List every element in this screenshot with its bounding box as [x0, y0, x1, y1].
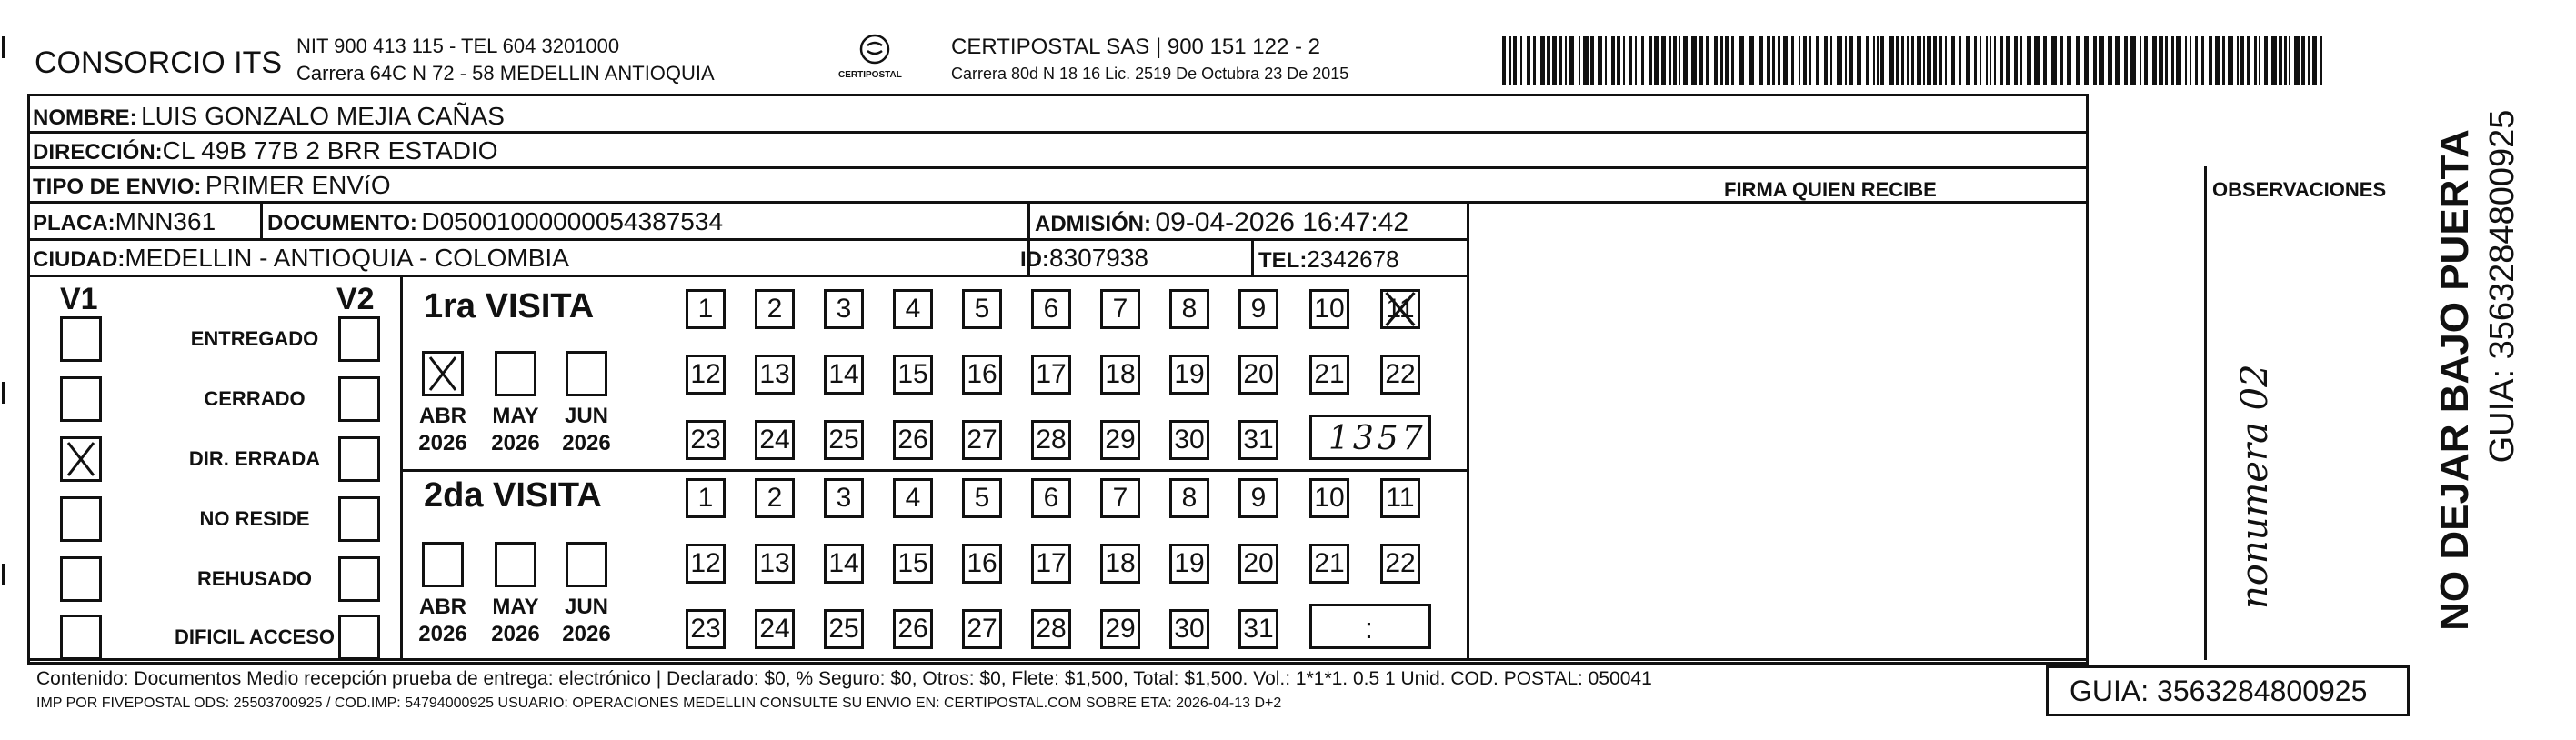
- barcode-bar: [2165, 36, 2168, 85]
- barcode-bar: [1911, 36, 1914, 85]
- barcode-bar: [1749, 36, 1754, 85]
- barcode-bar: [1605, 36, 1607, 85]
- ciudad-row: CIUDAD:MEDELLIN - ANTIOQUIA - COLOMBIA: [33, 244, 569, 272]
- day-box[interactable]: 3: [824, 289, 864, 329]
- barcode-bar: [1778, 36, 1780, 85]
- barcode-bar: [2124, 36, 2128, 85]
- day-box[interactable]: 22: [1380, 355, 1420, 395]
- day-box[interactable]: 11: [1380, 478, 1420, 518]
- day-box[interactable]: 15: [893, 544, 933, 584]
- barcode-bar: [1739, 36, 1744, 85]
- barcode-bar: [1513, 36, 1517, 85]
- barcode-bar: [2076, 36, 2080, 85]
- logo-text: CERTIPOSTAL: [838, 70, 902, 80]
- barcode-bar: [1520, 36, 1522, 85]
- barcode-bar: [1590, 36, 1594, 85]
- day-check-mark: [1380, 289, 1420, 329]
- ciudad-value: MEDELLIN - ANTIOQUIA - COLOMBIA: [125, 244, 569, 272]
- barcode-bar: [1816, 36, 1819, 85]
- year-label: 2026: [418, 622, 467, 646]
- day-box[interactable]: 10: [1309, 478, 1349, 518]
- day-box[interactable]: 7: [1100, 289, 1140, 329]
- day-box[interactable]: 1: [686, 478, 726, 518]
- v2-checkbox[interactable]: [338, 496, 380, 542]
- barcode-bar: [2190, 36, 2191, 85]
- day-box[interactable]: 3: [824, 478, 864, 518]
- barcode-bar: [1679, 36, 1680, 85]
- day-box[interactable]: 31: [1238, 609, 1278, 649]
- v2-checkbox[interactable]: [338, 615, 380, 660]
- day-box[interactable]: 21: [1309, 355, 1349, 395]
- barcode-bar: [1933, 36, 1937, 85]
- barcode-bar: [1649, 36, 1652, 85]
- barcode-bar: [1661, 36, 1666, 85]
- barcode-bar: [1980, 36, 1981, 85]
- barcode-bar: [1540, 36, 1545, 85]
- barcode-bar: [1699, 36, 1703, 85]
- month-label: JUN: [564, 595, 608, 619]
- month-checkbox[interactable]: [566, 351, 607, 396]
- barcode-bar: [2247, 36, 2250, 85]
- day-box[interactable]: 8: [1169, 289, 1209, 329]
- status-label: ENTREGADO: [190, 327, 319, 350]
- barcode-bar: [1951, 36, 1955, 85]
- barcode-bar: [2312, 36, 2317, 85]
- documento-value: D05001000000054387534: [421, 207, 724, 235]
- visit1-title: 1ra VISITA: [424, 287, 595, 325]
- day-box[interactable]: 14: [824, 355, 864, 395]
- barcode-bar: [1559, 36, 1562, 85]
- day-box[interactable]: 26: [893, 420, 933, 460]
- day-box[interactable]: 27: [962, 420, 1002, 460]
- barcode-bar: [1880, 36, 1884, 85]
- barcode-bar: [1917, 36, 1921, 85]
- day-box[interactable]: 12: [686, 355, 726, 395]
- barcode-bar: [1611, 36, 1615, 85]
- barcode-bar: [1994, 36, 1996, 85]
- address-line: Carrera 64C N 72 - 58 MEDELLIN ANTIOQUIA: [296, 62, 715, 85]
- barcode-bar: [2195, 36, 2198, 85]
- barcode-bar: [1837, 36, 1842, 85]
- barcode-bar: [2264, 36, 2268, 85]
- day-box[interactable]: 12: [686, 544, 726, 584]
- courier-line: CERTIPOSTAL SAS | 900 151 122 - 2: [951, 35, 1320, 59]
- barcode-bar: [2020, 36, 2022, 85]
- day-box[interactable]: 15: [893, 355, 933, 395]
- barcode-bar: [1565, 36, 1567, 85]
- barcode-bar: [1720, 36, 1723, 85]
- month-checkbox[interactable]: [495, 542, 536, 587]
- barcode: [1502, 36, 2320, 85]
- day-box[interactable]: 10: [1309, 289, 1349, 329]
- day-box[interactable]: 4: [893, 478, 933, 518]
- observations-header: OBSERVACIONES: [2212, 178, 2387, 201]
- barcode-bar: [2289, 36, 2290, 85]
- barcode-bar: [1635, 36, 1637, 85]
- month-label: MAY: [492, 404, 539, 428]
- barcode-bar: [2130, 36, 2136, 85]
- year-label: 2026: [562, 622, 611, 646]
- day-box[interactable]: 11: [1380, 289, 1420, 329]
- year-label: 2026: [562, 431, 611, 455]
- direccion-value: CL 49B 77B 2 BRR ESTADIO: [162, 136, 498, 165]
- day-box[interactable]: 17: [1031, 544, 1071, 584]
- day-box[interactable]: 9: [1238, 289, 1278, 329]
- barcode-bar: [1857, 36, 1861, 85]
- year-label: 2026: [418, 431, 467, 455]
- day-box[interactable]: 22: [1380, 544, 1420, 584]
- day-box[interactable]: 14: [824, 544, 864, 584]
- day-box[interactable]: 21: [1309, 544, 1349, 584]
- barcode-bar: [1986, 36, 1988, 85]
- barcode-bar: [2152, 36, 2157, 85]
- day-box[interactable]: 6: [1031, 478, 1071, 518]
- visit1-time: 1357: [1328, 420, 1427, 457]
- status-label: REHUSADO: [197, 567, 312, 590]
- barcode-bar: [1706, 36, 1709, 85]
- barcode-bar: [2140, 36, 2141, 85]
- status-label: DIR. ERRADA: [188, 447, 321, 470]
- barcode-bar: [2215, 36, 2220, 85]
- barcode-bar: [1673, 36, 1677, 85]
- admision-value: 09-04-2026 16:47:42: [1155, 207, 1409, 237]
- barcode-bar: [1547, 36, 1550, 85]
- day-box[interactable]: 13: [755, 355, 795, 395]
- barcode-bar: [1923, 36, 1925, 85]
- month-checkbox[interactable]: [495, 351, 536, 396]
- barcode-bar: [1759, 36, 1763, 85]
- day-box[interactable]: 9: [1238, 478, 1278, 518]
- barcode-bar: [1791, 36, 1794, 85]
- barcode-bar: [2144, 36, 2148, 85]
- barcode-bar: [1866, 36, 1869, 85]
- barcode-bar: [2240, 36, 2244, 85]
- tel-row: TEL:2342678: [1258, 245, 1399, 273]
- barcode-bar: [2320, 36, 2322, 85]
- barcode-bar: [1731, 36, 1734, 85]
- v2-checkbox[interactable]: [338, 376, 380, 422]
- visit1-time-box[interactable]: [1309, 415, 1431, 460]
- documento-row: DOCUMENTO: D05001000000054387534: [267, 207, 724, 235]
- day-box[interactable]: 2: [755, 478, 795, 518]
- barcode-bar: [1927, 36, 1931, 85]
- edge-mark: [2, 382, 5, 404]
- barcode-bar: [2308, 36, 2310, 85]
- barcode-bar: [2006, 36, 2010, 85]
- day-box[interactable]: 16: [962, 544, 1002, 584]
- footer-guia: GUIA: 3563284800925: [2070, 675, 2368, 707]
- barcode-bar: [2099, 36, 2104, 85]
- day-box[interactable]: 19: [1169, 544, 1209, 584]
- day-box[interactable]: 8: [1169, 478, 1209, 518]
- barcode-bar: [2067, 36, 2071, 85]
- barcode-bar: [2279, 36, 2282, 85]
- placa-value: MNN361: [115, 207, 216, 235]
- barcode-bar: [1799, 36, 1800, 85]
- direccion-row: DIRECCIÓN:CL 49B 77B 2 BRR ESTADIO: [33, 136, 498, 165]
- day-box[interactable]: 4: [893, 289, 933, 329]
- footer-imp: IMP POR FIVEPOSTAL ODS: 25503700925 / COD.IMP: 54794000925 USUARIO: OPERACIONES MEDELLIN CONSULTE SU ENVIO EN: CERTIPOSTAL.COM SOBRE ETA: 2026-04-13 D+2: [36, 695, 1282, 711]
- barcode-bar: [2014, 36, 2018, 85]
- barcode-bar: [1669, 36, 1671, 85]
- nombre-row: NOMBRE: LUIS GONZALO MEJIA CAÑAS: [33, 102, 505, 130]
- barcode-bar: [1502, 36, 1506, 85]
- day-box[interactable]: 25: [824, 420, 864, 460]
- barcode-bar: [1824, 36, 1828, 85]
- day-box[interactable]: 18: [1100, 355, 1140, 395]
- day-box[interactable]: 29: [1100, 609, 1140, 649]
- barcode-bar: [1598, 36, 1602, 85]
- day-box[interactable]: 18: [1100, 544, 1140, 584]
- barcode-bar: [2034, 36, 2040, 85]
- barcode-bar: [1830, 36, 1832, 85]
- barcode-bar: [1974, 36, 1977, 85]
- barcode-bar: [1533, 36, 1536, 85]
- barcode-bar: [2171, 36, 2174, 85]
- barcode-bar: [1527, 36, 1530, 85]
- barcode-bar: [2294, 36, 2300, 85]
- edge-mark: [2, 564, 5, 585]
- footer-contenido: Contenido: Documentos Medio recepción prueba de entrega: electrónico | Declarado: $0, % Seguro: $0, Otros: $0, Flete: $1,500, Total: $1,500. Vol.: 1*1*1. 0.5 1 Unid. COD. POSTAL: 050041: [36, 668, 1652, 689]
- edge-mark: [2, 36, 5, 58]
- barcode-bar: [1896, 36, 1899, 85]
- tipo-value: PRIMER ENVíO: [205, 171, 391, 199]
- month-checkbox[interactable]: [566, 542, 607, 587]
- nit-line: NIT 900 413 115 - TEL 604 3201000: [296, 35, 620, 57]
- day-box[interactable]: 20: [1238, 544, 1278, 584]
- barcode-bar: [2259, 36, 2260, 85]
- v1-header: V1: [60, 282, 98, 316]
- day-box[interactable]: 13: [755, 544, 795, 584]
- barcode-bar: [1845, 36, 1847, 85]
- id-row: ID:8307938: [1020, 244, 1149, 272]
- barcode-bar: [2115, 36, 2120, 85]
- license-line: Carrera 80d N 18 16 Lic. 2519 De Octubra 23 De 2015: [951, 65, 1349, 83]
- barcode-bar: [2084, 36, 2089, 85]
- barcode-bar: [2093, 36, 2097, 85]
- day-box[interactable]: 24: [755, 609, 795, 649]
- day-box[interactable]: 5: [962, 289, 1002, 329]
- day-box[interactable]: 1: [686, 289, 726, 329]
- barcode-bar: [2185, 36, 2187, 85]
- month-label: MAY: [492, 595, 539, 619]
- day-box[interactable]: 31: [1238, 420, 1278, 460]
- status-label: DIFICIL ACCESO: [174, 625, 335, 648]
- day-box[interactable]: 16: [962, 355, 1002, 395]
- v2-checkbox[interactable]: [338, 316, 380, 362]
- barcode-bar: [2228, 36, 2233, 85]
- barcode-bar: [1714, 36, 1718, 85]
- day-box[interactable]: 30: [1169, 420, 1209, 460]
- day-box[interactable]: 7: [1100, 478, 1140, 518]
- month-label: ABR: [419, 404, 466, 428]
- barcode-bar: [2271, 36, 2277, 85]
- signature-header: FIRMA QUIEN RECIBE: [1724, 178, 1937, 201]
- barcode-bar: [1683, 36, 1688, 85]
- barcode-bar: [1783, 36, 1788, 85]
- barcode-bar: [1725, 36, 1729, 85]
- day-box[interactable]: 30: [1169, 609, 1209, 649]
- side-guia: GUIA: 3563284800925: [2483, 109, 2521, 464]
- barcode-bar: [1873, 36, 1875, 85]
- day-box[interactable]: 29: [1100, 420, 1140, 460]
- barcode-bar: [1990, 36, 1991, 85]
- barcode-bar: [1617, 36, 1620, 85]
- barcode-bar: [1877, 36, 1879, 85]
- day-box[interactable]: 26: [893, 609, 933, 649]
- year-label: 2026: [491, 622, 540, 646]
- month-label: JUN: [564, 404, 608, 428]
- barcode-bar: [2237, 36, 2239, 85]
- barcode-bar: [1803, 36, 1807, 85]
- v2-header: V2: [336, 282, 375, 316]
- barcode-bar: [2043, 36, 2047, 85]
- month-checkbox[interactable]: [422, 542, 464, 587]
- tel-value: 2342678: [1307, 245, 1399, 273]
- barcode-bar: [1623, 36, 1625, 85]
- status-label: CERRADO: [204, 387, 306, 410]
- day-box[interactable]: 28: [1031, 420, 1071, 460]
- barcode-bar: [1579, 36, 1580, 85]
- v2-checkbox[interactable]: [338, 436, 380, 482]
- day-box[interactable]: 27: [962, 609, 1002, 649]
- v2-checkbox[interactable]: [338, 556, 380, 602]
- barcode-bar: [1629, 36, 1632, 85]
- visit2-time: :: [1365, 612, 1373, 645]
- placa-row: PLACA:MNN361: [33, 207, 216, 235]
- tipo-row: TIPO DE ENVIO: PRIMER ENVíO: [33, 171, 391, 199]
- year-label: 2026: [491, 431, 540, 455]
- day-box[interactable]: 25: [824, 609, 864, 649]
- barcode-bar: [1907, 36, 1909, 85]
- barcode-bar: [1552, 36, 1557, 85]
- barcode-bar: [2159, 36, 2163, 85]
- certipostal-logo: [855, 33, 895, 73]
- barcode-bar: [2209, 36, 2212, 85]
- day-box[interactable]: 6: [1031, 289, 1071, 329]
- barcode-bar: [2176, 36, 2181, 85]
- barcode-bar: [2108, 36, 2112, 85]
- barcode-bar: [2051, 36, 2057, 85]
- month-checkbox[interactable]: [422, 351, 464, 396]
- visit2-title: 2da VISITA: [424, 476, 602, 515]
- barcode-bar: [1809, 36, 1811, 85]
- day-box[interactable]: 17: [1031, 355, 1071, 395]
- barcode-bar: [1889, 36, 1894, 85]
- side-warning: NO DEJAR BAJO PUERTA: [2432, 129, 2477, 631]
- barcode-bar: [1767, 36, 1770, 85]
- barcode-bar: [2000, 36, 2003, 85]
- company-name: CONSORCIO ITS: [35, 45, 283, 80]
- day-box[interactable]: 23: [686, 420, 726, 460]
- barcode-bar: [1849, 36, 1853, 85]
- barcode-bar: [1939, 36, 1942, 85]
- barcode-bar: [1772, 36, 1775, 85]
- barcode-bar: [2284, 36, 2287, 85]
- day-box[interactable]: 5: [962, 478, 1002, 518]
- barcode-bar: [1691, 36, 1697, 85]
- barcode-bar: [2254, 36, 2257, 85]
- barcode-bar: [2060, 36, 2063, 85]
- barcode-bar: [1901, 36, 1904, 85]
- visit2-time-box[interactable]: [1309, 604, 1431, 649]
- barcode-bar: [1654, 36, 1659, 85]
- admision-row: ADMISIÓN: 09-04-2026 16:47:42: [1035, 207, 1409, 237]
- barcode-bar: [2301, 36, 2305, 85]
- day-box[interactable]: 24: [755, 420, 795, 460]
- barcode-bar: [2201, 36, 2204, 85]
- barcode-bar: [1641, 36, 1644, 85]
- day-box[interactable]: 23: [686, 609, 726, 649]
- status-label: NO RESIDE: [199, 507, 310, 530]
- barcode-bar: [2222, 36, 2225, 85]
- nombre-value: LUIS GONZALO MEJIA CAÑAS: [141, 102, 505, 130]
- month-label: ABR: [419, 595, 466, 619]
- barcode-bar: [1569, 36, 1574, 85]
- barcode-bar: [1945, 36, 1947, 85]
- id-value: 8307938: [1049, 244, 1149, 272]
- barcode-bar: [1959, 36, 1961, 85]
- barcode-bar: [1966, 36, 1970, 85]
- day-box[interactable]: 2: [755, 289, 795, 329]
- day-box[interactable]: 20: [1238, 355, 1278, 395]
- barcode-bar: [1583, 36, 1589, 85]
- day-box[interactable]: 19: [1169, 355, 1209, 395]
- barcode-bar: [1509, 36, 1511, 85]
- barcode-bar: [2027, 36, 2031, 85]
- day-box[interactable]: 28: [1031, 609, 1071, 649]
